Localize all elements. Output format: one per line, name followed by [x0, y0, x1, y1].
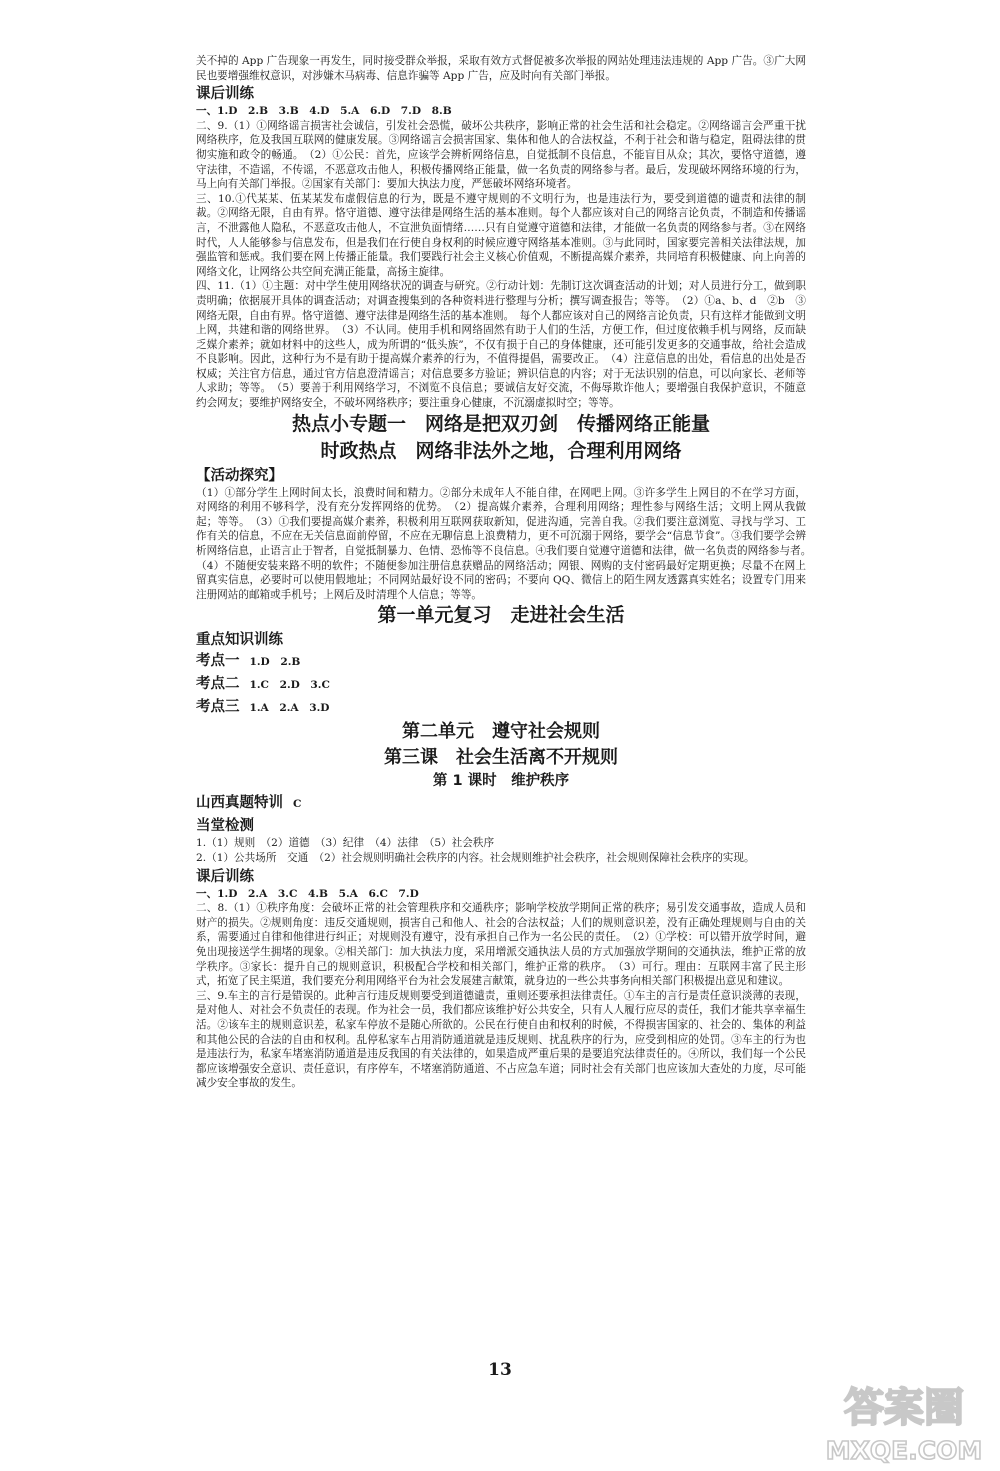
- paragraph: 关不掉的 App 广告现象一再发生，同时接受群众举报，采取有效方式督促被多次举报的网站处理违法违规的 App 广告。③广大网民也要增强维权意识，对涉嫌木马病毒、信息诈骗等 App 广告，应及时向有关部门举报。: [196, 55, 806, 82]
- key-point-label: 考点三: [196, 699, 240, 716]
- watermark-top: 答案圈: [844, 1385, 964, 1431]
- section-heading: 【活动探究】: [196, 467, 283, 484]
- topic-heading: 热点小专题一 网络是把双刃剑 传播网络正能量: [291, 412, 710, 435]
- topic-heading: 时政热点 网络非法外之地，合理利用网络: [320, 439, 682, 462]
- lesson-heading: 第 1 课时 维护秩序: [432, 773, 570, 790]
- key-point-label: 考点二: [196, 676, 240, 693]
- paragraph: （1）①部分学生上网时间太长，浪费时间和精力。②部分未成年人不能自律，在网吧上网。③许多学生上网目的不在学习方面，对网络的利用不够科学，没有充分发挥网络的优势。 （2）提高媒介素养，合理利用网络；理性参与网络生活；文明上网从我做起；等等。 （3）①我们要提高媒介素养，积极利用互联网获取新知，促进沟通，完善自我。②我们要注意浏览、寻找与学习、工作有关的信息，不应在无关信息面前停留，不应在无聊信息上浪费精力，更不可沉溺于网络，要学会“信息节食”。③我们要学会辨析网络信息，止语言止于智者，自觉抵制暴力、色情、恐怖等不良信息。④我们要自觉遵守道德和法律，做一名负责的网络参与者。 （4）不随便安装来路不明的软件；不随便参加注册信息获赠品的网络活动；网银、网购的支付密码最好定期更换；尽量不在网上留真实信息，必要时可以使用假地址；不同网站最好设不同的密码；不要向 QQ、微信上的陌生网友透露真实姓名；设置专门用来注册网站的邮箱或手机号；上网后及时清理个人信息；等等。: [196, 486, 817, 601]
- key-point-answers: 1.D 2.B: [249, 656, 301, 669]
- section-heading: 课后训练: [196, 868, 254, 885]
- section-heading: 重点知识训练: [196, 632, 283, 649]
- section-heading: 当堂检测: [196, 818, 254, 835]
- page-number: 13: [488, 1360, 512, 1380]
- watermark-logo: [814, 1375, 994, 1467]
- paragraph: 二、8.（1）①秩序角度：会破坏正常的社会管理秩序和交通秩序；影响学校放学期间正常的秩序；易引发交通事故，造成人员和财产的损失。②规则角度：违反交通规则，损害自己和他人、社会的合法权益；人们的规则意识差，没有正确处理规则与自由的关系，需要通过自律和他律进行纠正；对规则没有遵守，没有承担自己作为一名公民的责任。 （2）①学校：可以错开放学时间，避免出现接送学生拥堵的现象。②相关部门：加大执法力度，采用增派交通执法人员的方式加强放学期间的交通执法，维护正常的放学秩序。③家长：提升自己的规则意识，积极配合学校和相关部门，维护正常的秩序。 （3）可行。理由：互联网丰富了民主形式，拓宽了民主渠道，我们要充分利用网络平台为社会发展建言献策，就身边的一些公共事务向相关部门积极提出意见和建议。: [196, 902, 806, 988]
- key-point-answers: C: [293, 798, 302, 811]
- page-content: [196, 54, 817, 1091]
- paragraph: 2.（1）公共场所 交通 （2）社会规则明确社会秩序的内容。社会规则维护社会秩序，社会规则保障社会秩序的实现。: [196, 852, 755, 864]
- paragraph: 二、9.（1）①网络谣言损害社会诚信，引发社会恐慌，破坏公共秩序，影响正常的社会生活和社会稳定。②网络谣言会严重干扰网络秩序，危及我国互联网的健康发展。③网络谣言会损害国家、集体和他人的合法权益，不利于社会和谐与稳定，阻碍法律的贯彻实施和政令的畅通。 （2）①公民：首先，应该学会辨析网络信息，自觉抵制不良信息，不能盲目从众；其次，要恪守道德，遵守法律，不造谣，不传谣，不恶意攻击他人，积极传播网络正能量，做一名负责的网络参与者。最后，发现破坏网络环境的行为，马上向有关部门举报。②国家有关部门：要加大执法力度，严惩破坏网络环境者。: [196, 119, 806, 191]
- unit-heading: 第二单元 遵守社会规则: [402, 721, 600, 743]
- key-point-row: [196, 673, 806, 696]
- paragraph: 三、9.车主的言行是错误的。此种言行违反规则要受到道德谴责，重则还要承担法律责任。①车主的言行是责任意识淡薄的表现，是对他人、对社会不负责任的表现。作为社会一员，我们都应该维护好公共安全，只有人人履行应尽的责任，我们才能共享幸福生活。②该车主的规则意识差，私家车停放不是随心所欲的。公民在行使自由和权利的时候，不得损害国家的、社会的、集体的利益和其他公民的合法的自由和权利。乱停私家车占用消防通道就是违反规则、扰乱秩序的行为，应受到相应的处罚。③车主的行为也是违法行为，私家车堵塞消防通道是违反我国的有关法律的，如果造成严重后果的是要追究法律责任的。④所以，我们每一个公民都应该增强安全意识、责任意识，有序停车，不堵塞消防通道、不占应急车道；同时社会有关部门也应该加大查处的力度，尽可能减少安全事故的发生。: [196, 989, 806, 1090]
- answer-line: 一、1.D 2.B 3.B 4.D 5.A 6.D 7.D 8.B: [196, 105, 452, 118]
- answer-line: 一、1.D 2.A 3.C 4.B 5.A 6.C 7.D: [196, 887, 419, 900]
- unit-heading: 第三课 社会生活离不开规则: [384, 747, 618, 769]
- topic-heading: 第一单元复习 走进社会生活: [377, 604, 625, 627]
- paragraph: 四、11.（1）①主题：对中学生使用网络状况的调查与研究。②行动计划：先制订这次调查活动的计划；对人员进行分工，做到职责明确；依据展开具体的调查活动；对调查搜集到的各种资料进行整理与分析；撰写调查报告；等等。 （2）①a、b、d ②b ③网络无限，自由有界。恪守道德、遵守法律是网络生活的基本准则。 每个人都应该对自己的网络言论负责，只有这样才能做到文明上网，共建和谐的网络世界。 （3）不认同。使用手机和网络固然有助于人们的生活，方便工作，但过度依赖手机与网络，反而缺乏媒介素养；就如材料中的这些人，成为所谓的“低头族”，不仅有损于自己的身体健康，还可能引发更多的交通事故，给社会造成不良影响。因此，这种行为不是有助于提高媒介素养的行为，不值得提倡，需要改正。 （4）注意信息的出处，看信息的出处是否权威；关注官方信息，通过官方信息澄清谣言；对信息要多方验证；辨识信息的内容；对于无法识别的信息，可以向家长、老师等人求助；等等。 （5）要善于利用网络学习，不浏览不良信息；要诚信友好交流，不侮辱欺诈他人；要增强自我保护意识，不随意约会网友；要维护网络安全，不破坏网络秩序；要注重身心健康，不沉溺虚拟时空；等等。: [196, 280, 806, 410]
- key-point-answers: 1.C 2.D 3.C: [249, 679, 330, 692]
- key-point-answers: 1.A 2.A 3.D: [249, 702, 330, 715]
- watermark-bottom: MXQE.COM: [825, 1436, 983, 1465]
- paragraph: 三、10.①代某某、伍某某发布虚假信息的行为，既是不遵守规则的不文明行为，也是违法行为，要受到道德的谴责和法律的制裁。②网络无限，自由有界。恪守道德、遵守法律是网络生活的基本准则。每个人都应该对自己的网络言论负责，不制造和传播谣言，不泄露他人隐私，不恶意攻击他人，不宣泄负面情绪……只有自觉遵守道德和法律，才能做一名负责的网络参与者。③在网络时代，人人能够参与信息发布，但是我们在行使自身权利的时候应遵守网络基本准则。③与此同时，国家要完善相关法律法规，加强监管和惩戒。我们要在网上传播正能量。我们要践行社会主义核心价值观，不断提高媒介素养，共同培育积极健康、向上向善的网络文化，让网络公共空间充满正能量，高扬主旋律。: [196, 192, 806, 278]
- key-point-row: [196, 696, 806, 719]
- key-point-row: [196, 792, 806, 815]
- key-point-row: [196, 650, 806, 673]
- section-heading: 课后训练: [196, 86, 254, 103]
- key-point-label: 山西真题特训: [196, 795, 283, 812]
- key-point-label: 考点一: [196, 653, 240, 670]
- paragraph: 1.（1）规则 （2）道德 （3）纪律 （4）法律 （5）社会秩序: [196, 837, 495, 850]
